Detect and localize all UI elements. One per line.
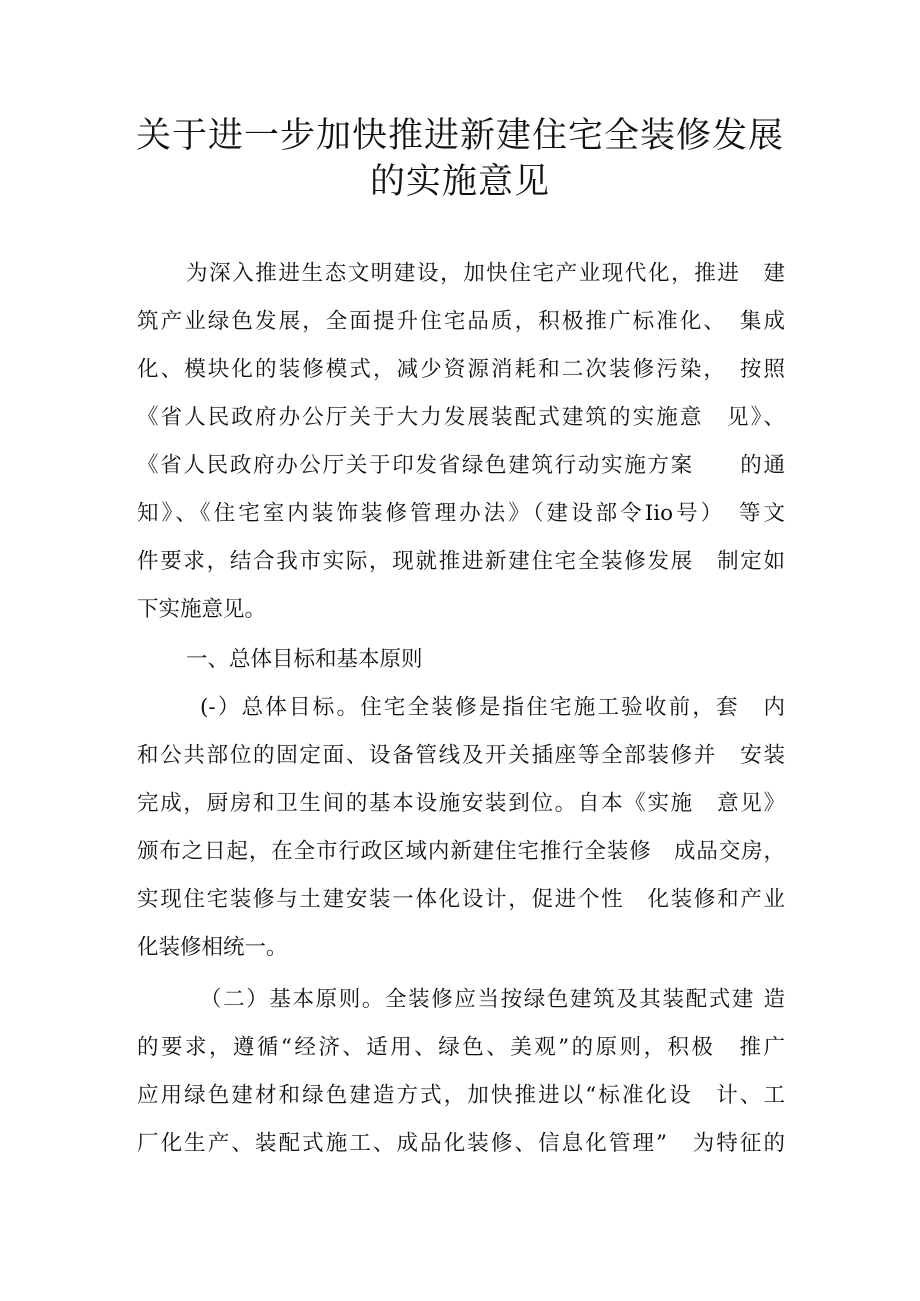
document-title-line-1: 关于进一步加快推进新建住宅全装修发展 <box>135 116 784 156</box>
intro-line-1: 为深入推进生态文明建设，加快住宅产业现代化，推进 建 <box>186 261 785 286</box>
intro-line-3: 化、模块化的装修模式，减少资源消耗和二次装修污染， 按照 <box>137 357 785 382</box>
intro-line-5: 《省人民政府办公厅关于印发省绿色建筑行动实施方案 的通 <box>137 453 785 478</box>
item-2-line-3: 应用绿色建材和绿色建造方式，加快推进以“标准化设 计、工 <box>137 1083 785 1108</box>
section-1-heading: 一、总体目标和基本原则 <box>186 647 423 672</box>
item-1-line-2: 和公共部位的固定面、设备管线及开关插座等全部装修并 安装 <box>137 743 785 768</box>
item-2-line-4: 厂化生产、装配式施工、成品化装修、信息化管理” 为特征的 <box>137 1131 785 1156</box>
document-title-line-2: 的实施意见 <box>369 162 550 202</box>
intro-line-2: 筑产业绿色发展，全面提升住宅品质，积极推广标准化、 集成 <box>137 309 785 334</box>
item-1-line-3: 完成，厨房和卫生间的基本设施安装到位。自本《实施 意见》 <box>137 791 785 816</box>
intro-line-7: 件要求，结合我市实际，现就推进新建住宅全装修发展 制定如 <box>137 549 785 574</box>
item-2-line-2: 的要求，遵循“经济、适用、绿色、美观”的原则，积极 推广 <box>137 1035 785 1060</box>
item-1-line-1: (-）总体目标。住宅全装修是指住宅施工验收前，套 内 <box>200 695 785 720</box>
item-2-line-1: （二）基本原则。全装修应当按绿色建筑及其装配式建 造 <box>200 987 785 1012</box>
item-1-line-5: 实现住宅装修与土建安装一体化设计，促进个性 化装修和产业 <box>137 887 785 912</box>
intro-line-4: 《省人民政府办公厅关于大力发展装配式建筑的实施意 见》、 <box>137 405 785 430</box>
item-1-line-6: 化装修相统一。 <box>137 935 288 960</box>
item-1-line-4: 颁布之日起，在全市行政区域内新建住宅推行全装修 成品交房， <box>137 839 785 864</box>
intro-line-6: 知》、《住宅室内装饰装修管理办法》（建设部令Iio号） 等文 <box>137 501 785 526</box>
intro-line-8: 下实施意见。 <box>137 597 267 622</box>
